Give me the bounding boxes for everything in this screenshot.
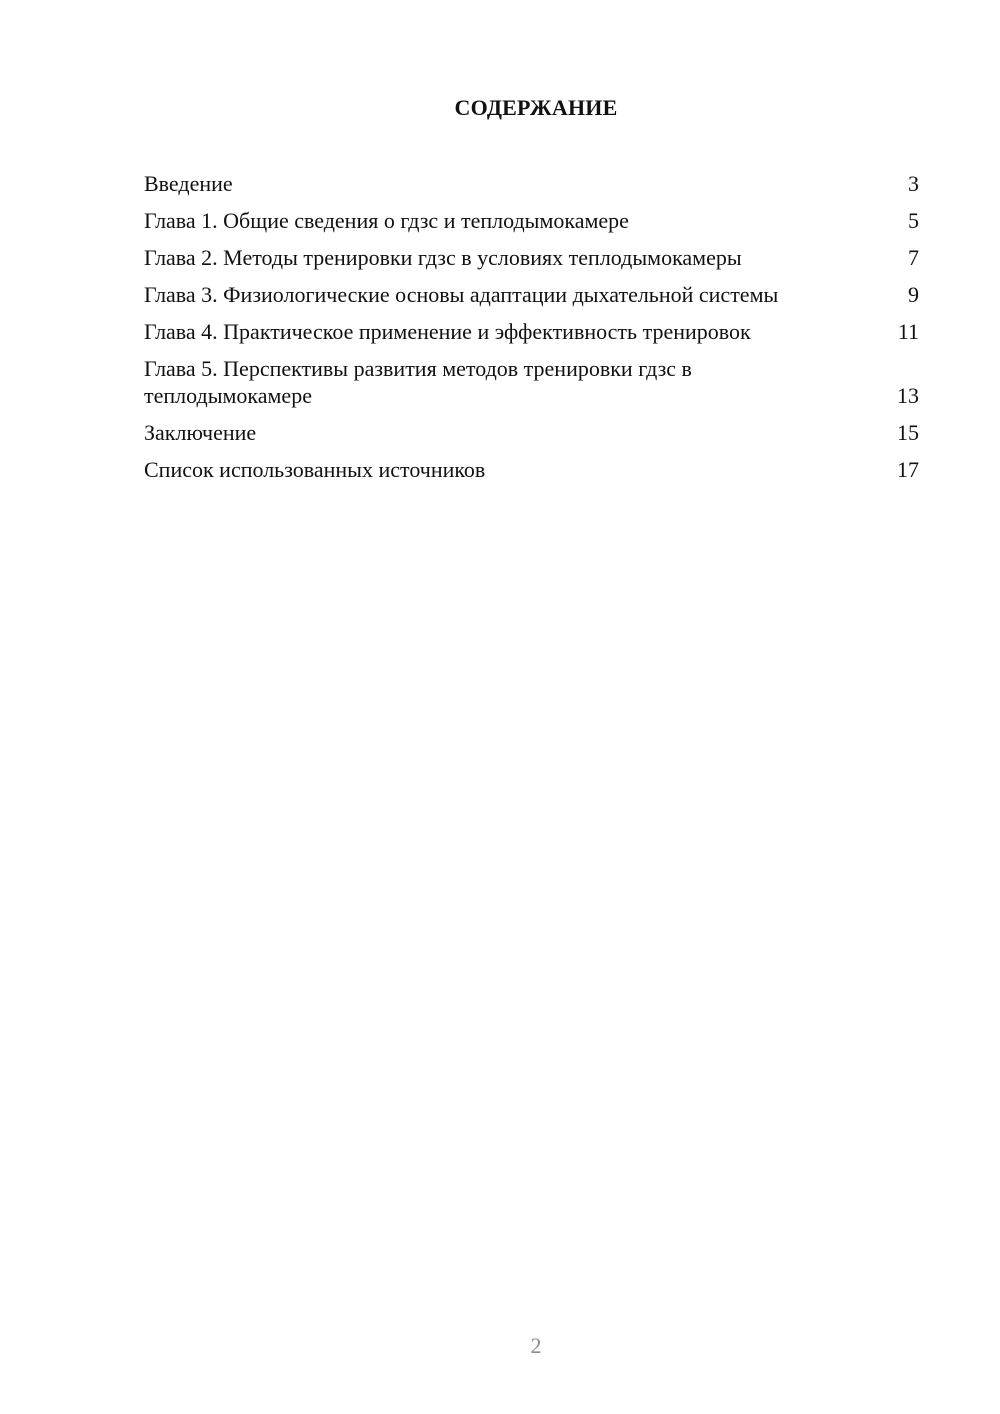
toc-entry-text: Заключение xyxy=(144,420,257,445)
toc-entry-page: 3 xyxy=(908,171,919,196)
toc-entry-text: Список использованных источников xyxy=(144,457,486,482)
toc-entry-text: Глава 5. Перспективы развития методов тренировки гдзс в теплодымокамере xyxy=(144,356,692,408)
toc-entry-chapter-4 xyxy=(144,318,919,345)
toc-entry-text: Глава 2. Методы тренировки гдзс в условиях теплодымокамеры xyxy=(144,245,742,270)
table-of-contents xyxy=(144,170,919,493)
toc-entry-page: 17 xyxy=(897,457,919,482)
toc-entry-text: Глава 4. Практическое применение и эффективность тренировок xyxy=(144,319,751,344)
toc-entry-introduction xyxy=(144,170,919,197)
toc-entry-text: Глава 1. Общие сведения о гдзс и теплодымокамере xyxy=(144,208,629,233)
toc-entry-chapter-5 xyxy=(144,355,919,409)
toc-entry-page: 7 xyxy=(908,245,919,270)
toc-entry-page: 13 xyxy=(897,383,919,408)
toc-entry-text: Введение xyxy=(144,171,233,196)
toc-entry-references xyxy=(144,456,919,483)
toc-entry-chapter-2 xyxy=(144,244,919,271)
toc-entry-page: 9 xyxy=(908,282,919,307)
toc-entry-page: 11 xyxy=(897,319,919,344)
toc-entry-conclusion xyxy=(144,419,919,446)
toc-entry-page: 15 xyxy=(897,420,919,445)
page-title: СОДЕРЖАНИЕ xyxy=(454,95,618,120)
toc-entry-chapter-1 xyxy=(144,207,919,234)
toc-entry-chapter-3 xyxy=(144,281,919,308)
toc-entry-text: Глава 3. Физиологические основы адаптации дыхательной системы xyxy=(144,282,779,307)
toc-entry-page: 5 xyxy=(908,208,919,233)
page-number: 2 xyxy=(530,1333,542,1358)
